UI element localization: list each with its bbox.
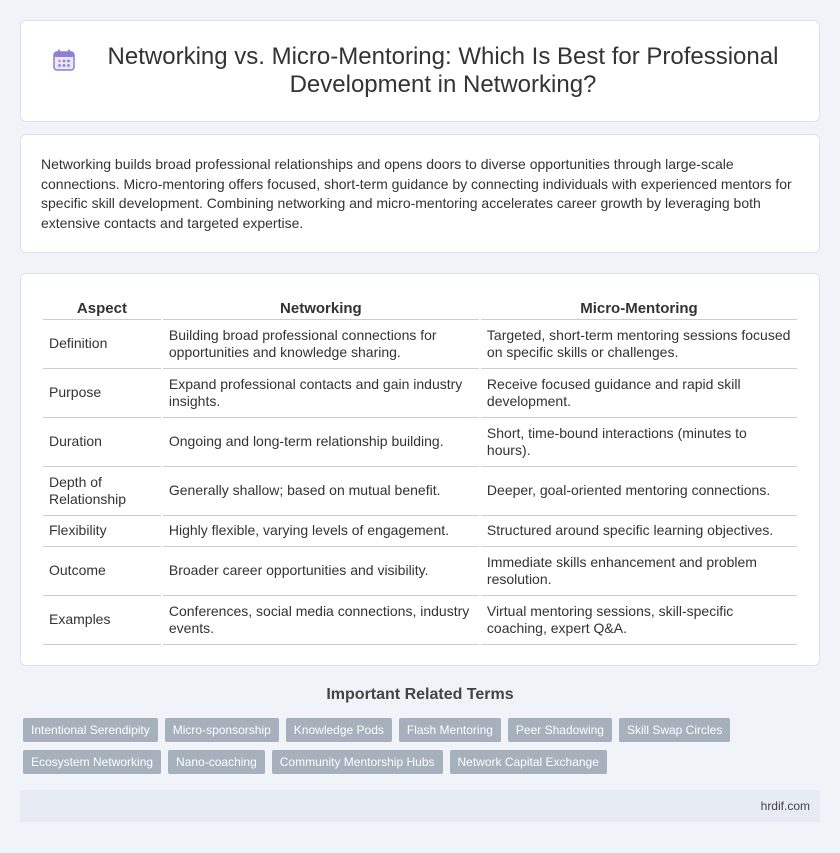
tag-intentional-serendipity[interactable]: Intentional Serendipity <box>23 718 158 742</box>
tag-peer-shadowing[interactable]: Peer Shadowing <box>508 718 612 742</box>
table-row <box>43 547 797 596</box>
row-networking: Broader career opportunities and visibility. <box>163 547 479 596</box>
table-row <box>43 516 797 547</box>
table-row <box>43 320 797 369</box>
tag-flash-mentoring[interactable]: Flash Mentoring <box>399 718 501 742</box>
row-networking: Building broad professional connections for opportunities and knowledge sharing. <box>163 320 479 369</box>
row-micro-mentoring: Receive focused guidance and rapid skill development. <box>481 369 797 418</box>
row-micro-mentoring: Immediate skills enhancement and problem resolution. <box>481 547 797 596</box>
row-micro-mentoring: Structured around specific learning objectives. <box>481 516 797 547</box>
row-aspect: Purpose <box>43 369 161 418</box>
table-row <box>43 418 797 467</box>
footer-site-link[interactable]: hrdif.com <box>760 799 810 813</box>
row-aspect: Definition <box>43 320 161 369</box>
comparison-card <box>20 273 820 666</box>
table-header-row <box>43 294 797 320</box>
row-networking: Ongoing and long-term relationship building. <box>163 418 479 467</box>
tag-ecosystem-networking[interactable]: Ecosystem Networking <box>23 750 161 774</box>
row-aspect: Examples <box>43 596 161 645</box>
tag-row <box>23 718 823 742</box>
intro-paragraph: Networking builds broad professional relationships and opens doors to diverse opportunities through large-scale connections. Micro-mentoring offers focused, short-term guidance by connecting individuals with experienced mentors for specific skill development. Combining networking and micro-mentoring accelerates career growth by leveraging both extensive contacts and targeted expertise. <box>41 156 792 231</box>
table-row <box>43 467 797 516</box>
tag-community-mentorship-hubs[interactable]: Community Mentorship Hubs <box>272 750 443 774</box>
header-micro-mentoring: Micro-Mentoring <box>481 294 797 320</box>
header-networking: Networking <box>163 294 479 320</box>
row-micro-mentoring: Virtual mentoring sessions, skill-specific coaching, expert Q&A. <box>481 596 797 645</box>
tag-row <box>23 750 823 774</box>
tag-network-capital-exchange[interactable]: Network Capital Exchange <box>450 750 607 774</box>
table-row <box>43 369 797 418</box>
row-networking: Expand professional contacts and gain industry insights. <box>163 369 479 418</box>
comparison-table <box>41 294 799 645</box>
calendar-icon <box>51 47 77 73</box>
tag-knowledge-pods[interactable]: Knowledge Pods <box>286 718 392 742</box>
related-terms-heading: Important Related Terms <box>326 686 514 703</box>
row-networking: Conferences, social media connections, industry events. <box>163 596 479 645</box>
title-card <box>20 20 820 122</box>
related-terms-list <box>23 718 823 782</box>
row-micro-mentoring: Short, time-bound interactions (minutes to hours). <box>481 418 797 467</box>
page-title: Networking vs. Micro-Mentoring: Which Is Best for Professional Development in Networking? <box>107 43 779 98</box>
header-aspect: Aspect <box>43 294 161 320</box>
intro-card <box>20 134 820 253</box>
footer <box>20 790 820 822</box>
row-aspect: Duration <box>43 418 161 467</box>
row-aspect: Flexibility <box>43 516 161 547</box>
row-micro-mentoring: Deeper, goal-oriented mentoring connections. <box>481 467 797 516</box>
table-row <box>43 596 797 645</box>
row-aspect: Outcome <box>43 547 161 596</box>
tag-nano-coaching[interactable]: Nano-coaching <box>168 750 265 774</box>
row-networking: Highly flexible, varying levels of engagement. <box>163 516 479 547</box>
row-aspect: Depth of Relationship <box>43 467 161 516</box>
tag-skill-swap-circles[interactable]: Skill Swap Circles <box>619 718 730 742</box>
row-networking: Generally shallow; based on mutual benefit. <box>163 467 479 516</box>
row-micro-mentoring: Targeted, short-term mentoring sessions focused on specific skills or challenges. <box>481 320 797 369</box>
tag-micro-sponsorship[interactable]: Micro-sponsorship <box>165 718 279 742</box>
